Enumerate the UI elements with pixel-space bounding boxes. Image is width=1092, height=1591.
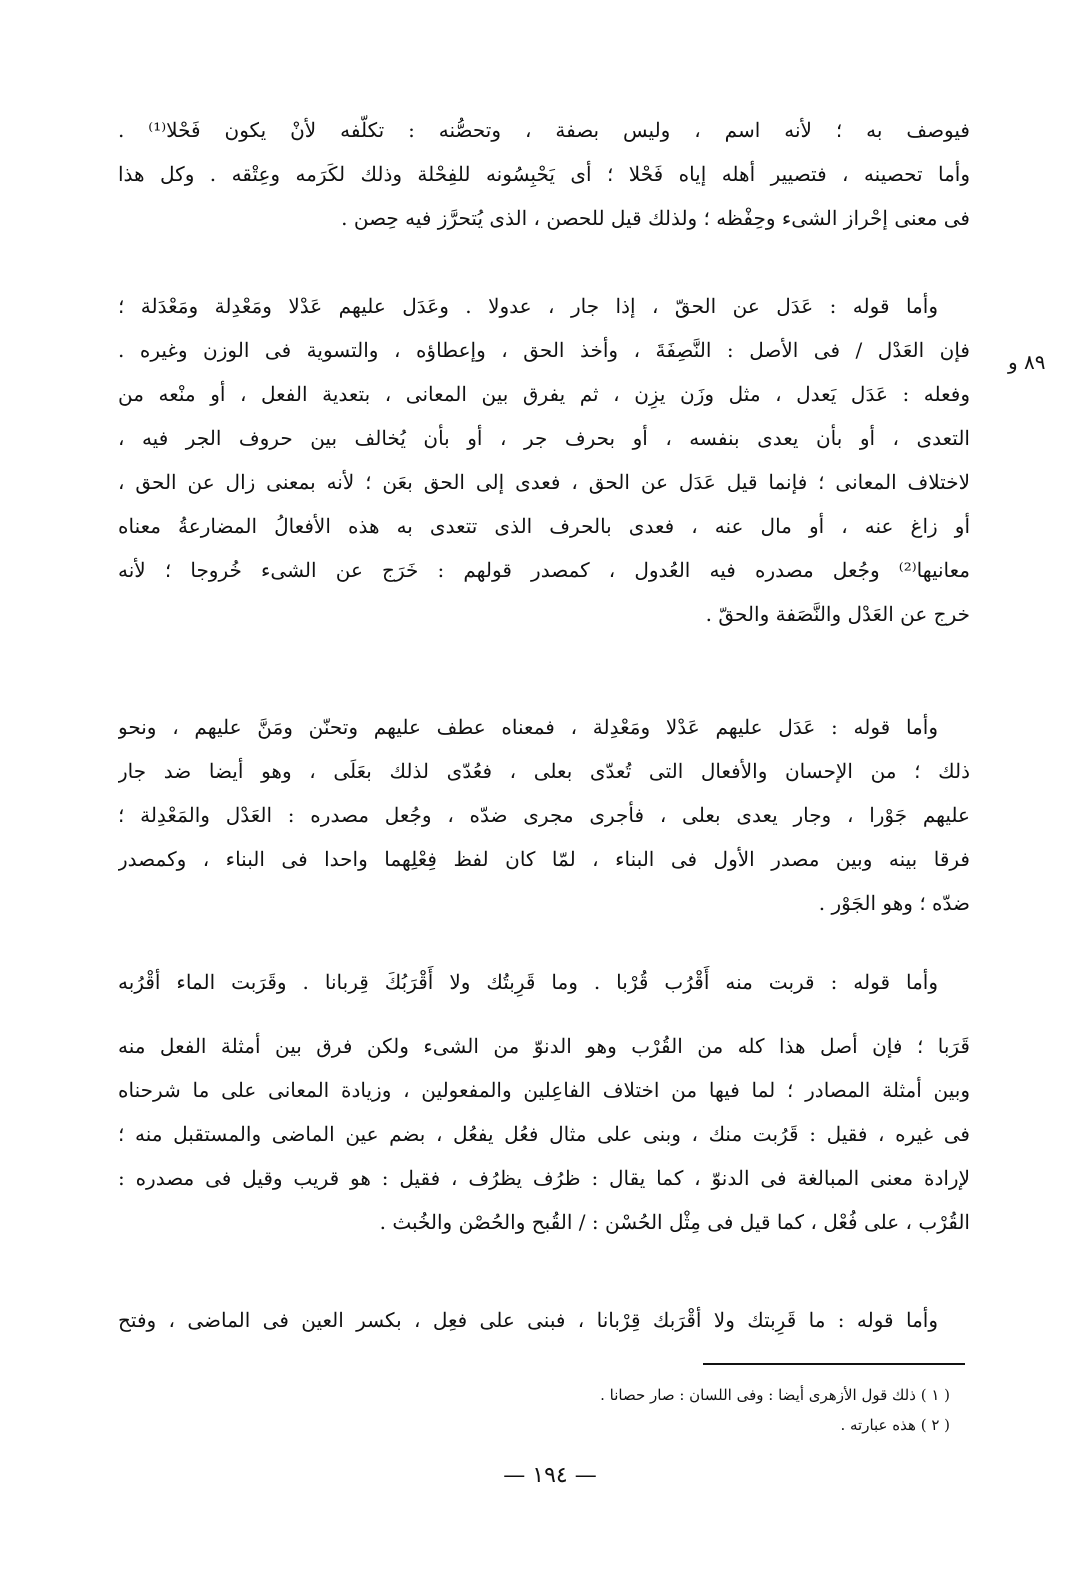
footnote-divider xyxy=(703,1363,965,1365)
paragraph-6 xyxy=(118,1298,970,1342)
text-line: ضدّه ؛ وهو الجَوْر . xyxy=(818,891,970,915)
footnote-1: ( ١ ) ذلك قول الأزهرى أيضا : وفى اللسان : صار حصانا . xyxy=(600,1386,950,1404)
text-line: خرج عن العَدْل والنَّصَفة والحقّ . xyxy=(705,602,970,626)
text-line: وأما قوله : قربت منه أَقْرُب قُرْبا . وما قَرِبتُك ولا أَقْرَبُكَ قِربانا . وقَرَبت الماء أقْرُبه xyxy=(118,970,938,994)
text-line: وأما تحصينه ، فتصيير أهله إياه فَحْلا ؛ أى يَحْبِسُونه للفِحْلة وذلك لكَرَمه وعِتْقه . وكل هذا xyxy=(118,162,970,186)
paragraph-4 xyxy=(118,960,970,1004)
paragraph-3 xyxy=(118,705,970,925)
margin-folio-note: ٨٩ و xyxy=(1008,350,1046,374)
text-line: فى معنى إحْراز الشىء وحِفْظه ؛ ولذلك قيل للحصن ، الذى يُتحرَّز فيه حِصن . xyxy=(341,206,970,230)
text-line: وبين أمثلة المصادر ؛ لما فيها من اختلاف الفاعِلين والمفعولين ، وزيادة المعانى على ما شرحناه xyxy=(118,1078,970,1102)
text-line: فيوصف به ؛ لأنه اسم ، وليس بصفة ، وتحصُّنه : تكلّفه لأنْ يكون فَحْلا⁽¹⁾ . xyxy=(118,118,970,142)
text-line: قَرَبا ؛ فإن أصل هذا كله من القُرْب وهو الدنوّ من الشىء ولكن فرق بين أمثلة الفعل منه xyxy=(118,1034,970,1058)
page-number: — ١٩٤ — xyxy=(503,1463,597,1488)
footnote-2: ( ٢ ) هذه عبارته . xyxy=(840,1416,950,1434)
text-line: فى غيره ، فقيل : قَرُبت منك ، وبنى على مثال فعُل يفعُل ، بضم عين الماضى والمستقبل منه ؛ xyxy=(118,1122,970,1146)
text-line: التعدى ، أو بأن يعدى بنفسه ، أو بحرف جر ، أو بأن يُخالف بين حروف الجر فيه ، xyxy=(118,426,970,450)
text-line: القُرْب ، على فُعْل ، كما قيل فى مِثْل الحُسْن : / القُبح والحُصْن والخُبث . xyxy=(379,1210,970,1234)
text-line: وأما قوله : عَدَل عليهم عَدْلا ومَعْدِلة ، فمعناه عطف عليهم وتحنّن ومَنَّ عليهم ، ونحو xyxy=(118,715,938,739)
text-line: أو زاغ عنه ، أو مال عنه ، فعدى بالحرف الذى تتعدى به هذه الأفعالُ المضارعةُ معناه xyxy=(118,514,970,538)
paragraph-1 xyxy=(118,108,970,240)
text-line: معانيها⁽²⁾ وجُعل مصدره فيه العُدول ، كمصدر قولهم : خَرَج عن الشىء خُروجا ؛ لأنه xyxy=(118,558,970,582)
text-line: فإن العَدْل / فى الأصل : النَّصِفَةَ ، وأخذ الحق ، وإعطاؤه ، والتسوية فى الوزن وغيره . xyxy=(118,338,970,362)
text-line: وأما قوله : ما قَرِبتك ولا أقْرَبك قِرْبانا ، فبنى على فعِل ، بكسر العين فى الماضى ، وفتح xyxy=(118,1308,938,1332)
paragraph-5 xyxy=(118,1024,970,1244)
text-line: عليهم جَوْرا ، وجار يعدى بعلى ، فأجرى مجرى ضدّه ، وجُعل مصدره : العَدْل والمَعْدِلة ؛ xyxy=(118,803,970,827)
text-line: لإرادة معنى المبالغة فى الدنوّ ، كما يقال : ظرُف يظرُف ، فقيل : هو قريب وقيل فى مصدره : xyxy=(118,1166,970,1190)
text-line: فرقا بينه وبين مصدر الأول فى البناء ، لمّا كان لفظ فِعْلِهما واحدا فى البناء ، وكمصدر xyxy=(118,847,970,871)
text-line: وأما قوله : عَدَل عن الحقّ ، إذا جار ، عدولا . وعَدَل عليهم عَدْلا ومَعْدِلة ومَعْدَلة ؛ xyxy=(118,294,938,318)
paragraph-2 xyxy=(118,284,970,636)
footnotes xyxy=(600,1380,950,1440)
text-line: ذلك ؛ من الإحسان والأفعال التى تُعدّى بعلى ، فعُدّى لذلك بعَلَى ، وهو أيضا ضد جار xyxy=(118,759,970,783)
text-line: وفعله : عَدَل يَعدل ، مثل وزَن يزِن ، ثم يفرق بين المعانى ، بتعدية الفعل ، أو منْعه من xyxy=(118,382,970,406)
text-line: لاختلاف المعانى ؛ فإنما قيل عَدَل عن الحق ، فعدى إلى الحق بعَن ؛ لأنه بمعنى زال عن الحق ، xyxy=(118,470,970,494)
